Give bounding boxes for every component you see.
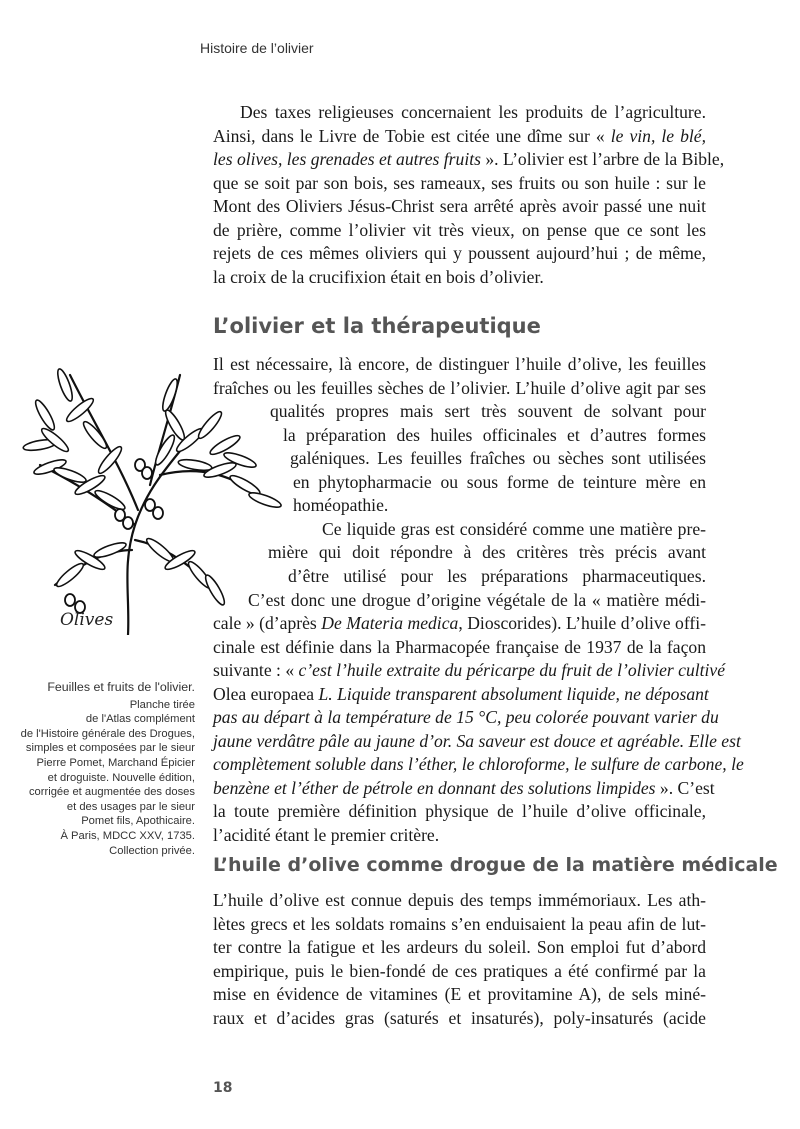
page-number: 18 bbox=[213, 1080, 233, 1096]
text-line: rejets de ces mêmes oliviers qui y poussent aujourd’hui ; de même, bbox=[213, 243, 706, 263]
text-line: l’acidité étant le premier critère. bbox=[213, 825, 440, 845]
text-line: de prière, comme l’olivier vit très vieux, on pense que ce sont les bbox=[213, 220, 706, 240]
olive-fruit bbox=[153, 507, 163, 519]
text-line: fraîches ou les feuilles sèches de l’olivier. L’huile d’olive agit par ses bbox=[213, 377, 706, 398]
text-line: L’huile d’olive est connue depuis des temps immémoriaux. Les ath- bbox=[213, 890, 706, 910]
caption-line: de l'Histoire générale des Drogues, bbox=[20, 727, 195, 740]
olive-fruit bbox=[65, 594, 75, 606]
caption-line: Pomet fils, Apothicaire. bbox=[81, 815, 195, 828]
text-line: Ce liquide gras est considéré comme une matière pre- bbox=[322, 518, 706, 539]
caption-line: Pierre Pomet, Marchand Épicier bbox=[36, 756, 195, 769]
text-line: Ainsi, dans le Livre de Tobie est citée une dîme sur « le vin, le blé, bbox=[213, 126, 707, 146]
text-line: ter contre la fatigue et les ardeurs du soleil. Son emploi fut d’abord bbox=[213, 937, 706, 958]
olive-fruit bbox=[123, 517, 133, 529]
leaf bbox=[54, 561, 86, 590]
leaf bbox=[203, 573, 228, 607]
caption-line: et droguiste. Nouvelle édition, bbox=[47, 771, 195, 784]
caption-line: Collection privée. bbox=[109, 844, 195, 857]
leaf bbox=[33, 398, 58, 432]
text-line: la croix de la crucifixion était en bois d’olivier. bbox=[213, 267, 544, 287]
caption-line: corrigée et augmentée des doses bbox=[28, 786, 195, 799]
leaf bbox=[153, 433, 178, 467]
text-line: cale » (d’après De Materia medica, Dioscorides). L’huile d’olive offi- bbox=[213, 613, 706, 634]
text-line: empirique, puis le bien-fondé de ces pratiques a été confirmé par la bbox=[213, 960, 706, 981]
text-line: raux et d’acides gras (saturés et insaturés), poly-insaturés (acide bbox=[213, 1008, 706, 1028]
leaf bbox=[247, 490, 282, 510]
running-header: Histoire de l’olivier bbox=[200, 40, 314, 56]
text-line: homéopathie. bbox=[293, 495, 389, 516]
subsection-heading: L’huile d’olive comme drogue de la matière médicale bbox=[213, 854, 778, 876]
caption-title: Feuilles et fruits de l'olivier. bbox=[47, 680, 195, 694]
section-heading: L’olivier et la thérapeutique bbox=[213, 314, 541, 338]
text-line: Mont des Oliviers Jésus-Christ sera arrêté après avoir passé une nuit bbox=[213, 196, 706, 216]
figure-caption bbox=[0, 680, 195, 858]
illustration-label: Olives bbox=[60, 610, 114, 630]
caption-line: et des usages par le sieur bbox=[66, 800, 195, 813]
text-line: qualités propres mais sert très souvent de solvant pour bbox=[270, 401, 706, 422]
text-line: les olives, les grenades et autres fruits ». L’olivier est l’arbre de la Bible, bbox=[213, 149, 725, 169]
text-line: mière qui doit répondre à des critères très précis avant bbox=[268, 542, 706, 563]
text-line: Il est nécessaire, là encore, de distinguer l’huile d’olive, les feuilles bbox=[213, 354, 706, 374]
text-line: la toute première définition physique de l’huile d’olive officinale, bbox=[213, 801, 706, 822]
text-line: complètement soluble dans l’éther, le chloroforme, le sulfure de carbone, le bbox=[213, 754, 744, 775]
text-line: en phytopharmacie ou sous forme de teinture mère en bbox=[293, 471, 706, 492]
text-line: C’est donc une drogue d’origine végétale de la « matière médi- bbox=[248, 589, 706, 610]
caption-line: simples et composées par le sieur bbox=[25, 742, 195, 755]
leaf bbox=[55, 367, 75, 402]
text-line: pas au départ à la température de 15 °C, peu colorée pouvant varier du bbox=[213, 707, 719, 728]
caption-line: Planche tirée bbox=[129, 698, 195, 711]
olive-fruit bbox=[142, 467, 152, 479]
text-line: lètes grecs et les soldats romains s’en enduisaient la peau afin de lut- bbox=[213, 913, 706, 934]
text-line: benzène et l’éther de pétrole en donnant des solutions limpides ». C’est bbox=[213, 777, 715, 798]
text-line: suivante : « c’est l’huile extraite du péricarpe du fruit de l’olivier cultivé bbox=[213, 660, 726, 681]
caption-line: de l'Atlas complément bbox=[85, 713, 195, 726]
text-line: galéniques. Les feuilles fraîches ou sèches sont utilisées bbox=[290, 448, 706, 469]
leaf bbox=[160, 377, 180, 412]
text-line: que se soit par son bois, ses rameaux, ses fruits ou son huile : sur le bbox=[213, 173, 706, 193]
leaf bbox=[177, 458, 212, 473]
caption-line: À Paris, MDCC XXV, 1735. bbox=[60, 829, 195, 842]
text-line: la préparation des huiles officinales et d’autres formes bbox=[283, 424, 706, 445]
text-line: d’être utilisé pour les préparations pharmaceutiques. bbox=[288, 565, 706, 586]
olive-branch-illustration bbox=[10, 335, 285, 635]
text-line: mise en évidence de vitamines (E et provitamine A), de sels miné- bbox=[213, 984, 706, 1005]
leaf bbox=[196, 409, 225, 441]
text-line: cinale est définie dans la Pharmacopée française de 1937 de la façon bbox=[213, 636, 706, 657]
text-line: jaune verdâtre pâle au jaune d’or. Sa saveur est douce et agréable. Elle est bbox=[213, 730, 741, 751]
text-line: Des taxes religieuses concernaient les produits de l’agriculture. bbox=[240, 102, 706, 122]
text-line: Olea europaea L. Liquide transparent absolument liquide, ne déposant bbox=[213, 683, 709, 704]
